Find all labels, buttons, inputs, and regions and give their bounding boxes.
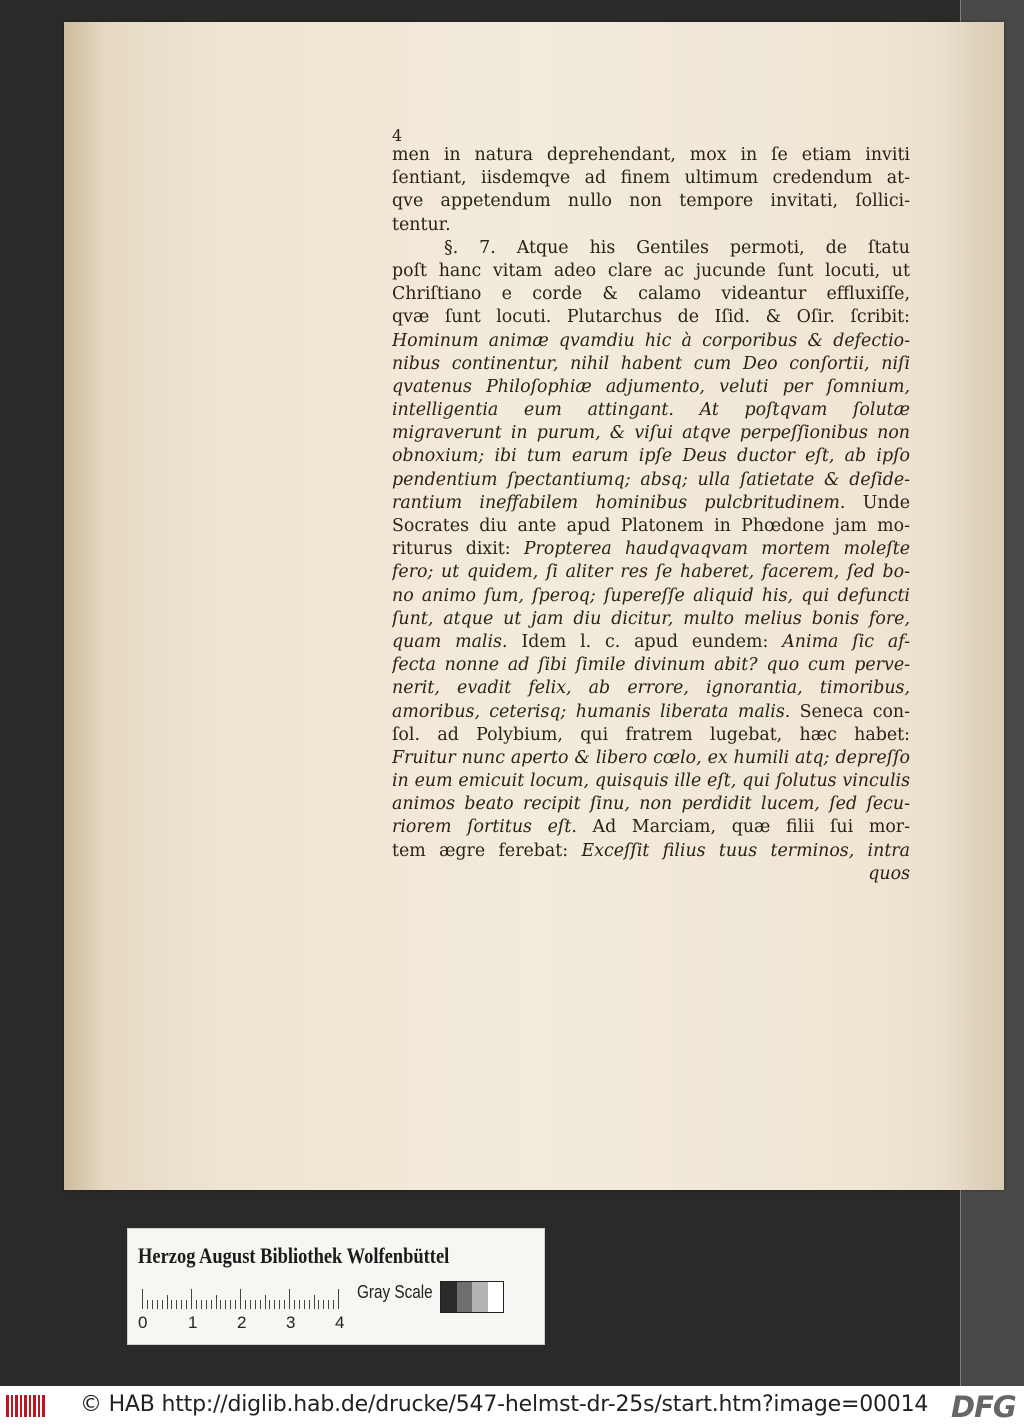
ruler-tick bbox=[250, 1300, 251, 1309]
ruler-tick bbox=[211, 1300, 212, 1309]
dfg-logo: DFG bbox=[951, 1390, 1016, 1424]
text-line bbox=[392, 631, 910, 654]
ruler-tick bbox=[206, 1300, 207, 1309]
roman-segment: Socrates diu ante apud Platonem in Phœdone jam mo- bbox=[392, 516, 910, 536]
ruler-number: 2 bbox=[237, 1313, 247, 1332]
ruler-tick bbox=[269, 1300, 270, 1309]
text-line bbox=[392, 330, 910, 353]
text-line bbox=[392, 585, 910, 608]
text-line bbox=[392, 283, 910, 306]
ruler-tick bbox=[201, 1300, 202, 1309]
roman-segment: Chriſtiano e corde & calamo videantur effluxiſſe, bbox=[392, 284, 910, 305]
italic-segment: Anima ſic af- bbox=[782, 631, 910, 652]
roman-segment: poſt hanc vitam adeo clare ac jucunde ſunt locuti, ut bbox=[392, 260, 910, 281]
italic-segment: Exceſſit filius tuus terminos, intra bbox=[581, 840, 910, 861]
text-line bbox=[392, 770, 910, 793]
text-line bbox=[392, 399, 910, 422]
text-line bbox=[392, 863, 910, 886]
ruler-tick bbox=[216, 1295, 217, 1309]
italic-segment: animos beato recipit ſinu, non perdidit lucem, ſed ſecu- bbox=[392, 794, 910, 815]
ruler-tick bbox=[328, 1300, 329, 1309]
italic-segment: no animo ſum, ſperoq; ſupereſſe aliquid his, qui defuncti bbox=[392, 585, 910, 606]
text-line bbox=[392, 306, 910, 329]
text-line bbox=[392, 654, 910, 677]
ruler-tick bbox=[265, 1295, 266, 1309]
italic-segment: ſunt, atque ut jam diu dicitur, multo melius bonis fore, bbox=[392, 608, 910, 629]
ruler-tick bbox=[176, 1300, 177, 1309]
roman-segment: ſol. ad Polybium, qui fratrem lugebat, hæc habet: bbox=[392, 724, 910, 745]
roman-segment: Idem l. c. apud eundem: bbox=[507, 631, 783, 652]
italic-segment: intelligentia eum attingant. At poſtqvam ſolutæ bbox=[392, 400, 910, 421]
barcode-icon bbox=[6, 1393, 46, 1419]
ruler-number: 3 bbox=[286, 1313, 296, 1332]
italic-segment: pendentium ſpectantiumq; absq; ulla ſatietate & deſide- bbox=[392, 469, 910, 490]
ruler-tick bbox=[162, 1300, 163, 1309]
italic-segment: nibus continentur, nihil habent cum Deo conſortii, niſi bbox=[392, 353, 910, 374]
roman-segment: tem ægre ferebat: bbox=[392, 840, 582, 861]
ruler-tick bbox=[299, 1300, 300, 1309]
roman-segment: riturus dixit: bbox=[392, 539, 524, 560]
text-lines bbox=[392, 144, 910, 886]
text-line bbox=[392, 144, 910, 167]
ruler bbox=[142, 1287, 342, 1309]
ruler-tick bbox=[338, 1289, 339, 1309]
ruler-tick bbox=[225, 1300, 226, 1309]
roman-segment: qvæ ſunt locuti. Plutarchus de Iſid. & Oſir. ſcribit: bbox=[392, 307, 910, 328]
ruler-tick bbox=[157, 1300, 158, 1309]
ruler-tick bbox=[245, 1300, 246, 1309]
ruler-tick bbox=[289, 1289, 290, 1309]
italic-segment: quos bbox=[868, 863, 910, 884]
roman-segment: tentur. bbox=[392, 214, 451, 235]
gray-swatch bbox=[441, 1282, 457, 1312]
ruler-tick bbox=[260, 1300, 261, 1309]
text-line bbox=[392, 701, 910, 724]
ruler-tick bbox=[255, 1300, 256, 1309]
italic-segment: Propterea haudqvaqvam mortem moleſte bbox=[523, 539, 910, 560]
ruler-number: 1 bbox=[188, 1313, 198, 1332]
ruler-tick bbox=[196, 1300, 197, 1309]
text-line bbox=[392, 190, 910, 213]
text-line bbox=[392, 214, 910, 237]
ruler-tick bbox=[240, 1289, 241, 1309]
text-line bbox=[392, 445, 910, 468]
text-line bbox=[392, 677, 910, 700]
text-line bbox=[392, 260, 910, 283]
ruler-tick bbox=[294, 1300, 295, 1309]
text-line bbox=[392, 492, 910, 515]
ruler-number: 0 bbox=[138, 1313, 148, 1332]
ruler-tick bbox=[152, 1300, 153, 1309]
italic-segment: qvatenus Philoſophiæ adjumento, veluti per ſomnium, bbox=[392, 376, 910, 397]
ruler-tick bbox=[220, 1300, 221, 1309]
italic-segment: amoribus, ceterisq; humanis liberata malis. bbox=[392, 701, 791, 722]
italic-segment: fero; ut quidem, ſi aliter res ſe haberet, facerem, ſed bo- bbox=[392, 562, 910, 583]
italic-segment: nerit, evadit felix, ab errore, ignorantia, timoribus, bbox=[392, 678, 910, 699]
page-number: 4 bbox=[392, 126, 403, 145]
text-line bbox=[392, 167, 910, 190]
ruler-tick bbox=[230, 1300, 231, 1309]
ruler-tick bbox=[284, 1300, 285, 1309]
ruler-tick bbox=[147, 1300, 148, 1309]
italic-segment: migraverunt in purum, & viſui atqve perpeſſionibus non bbox=[392, 423, 910, 444]
footer-copyright-link[interactable]: © HAB http://diglib.hab.de/drucke/547-helmst-dr-25s/start.htm?image=00014 bbox=[80, 1392, 929, 1417]
roman-segment: ſentiant, iisdemqve ad finem ultimum credendum at- bbox=[392, 168, 910, 189]
ruler-tick bbox=[318, 1300, 319, 1309]
ruler-tick bbox=[333, 1300, 334, 1309]
ruler-tick bbox=[186, 1300, 187, 1309]
text-line bbox=[392, 724, 910, 747]
roman-segment: Unde bbox=[845, 492, 910, 513]
card-title: Herzog August Bibliothek Wolfenbüttel bbox=[138, 1243, 450, 1268]
roman-segment: §. 7. Atque his Gentiles permoti, de ſtatu bbox=[444, 237, 910, 258]
color-reference-card bbox=[127, 1228, 545, 1345]
text-line bbox=[392, 538, 910, 561]
ruler-tick bbox=[304, 1300, 305, 1309]
italic-segment: in eum emicuit locum, quisquis ille eſt, qui ſolutus vinculis bbox=[392, 771, 910, 792]
ruler-tick bbox=[167, 1295, 168, 1309]
ruler-tick bbox=[191, 1289, 192, 1309]
text-line bbox=[392, 515, 910, 538]
roman-segment: qve appetendum nullo non tempore invitati, ſollici- bbox=[392, 191, 910, 212]
gray-scale-swatches bbox=[440, 1281, 504, 1313]
gray-swatch bbox=[488, 1282, 504, 1312]
ruler-tick bbox=[142, 1289, 143, 1309]
italic-segment: obnoxium; ibi tum earum ipſe Deus ductor eſt, ab ipſo bbox=[392, 446, 910, 467]
text-line bbox=[392, 840, 910, 863]
italic-segment: quam malis. bbox=[392, 631, 508, 652]
gray-swatch bbox=[472, 1282, 488, 1312]
gray-swatch bbox=[457, 1282, 473, 1312]
text-line bbox=[392, 469, 910, 492]
roman-segment: Seneca con- bbox=[790, 701, 910, 722]
italic-segment: rantium ineffabilem hominibus pulcbritudinem. bbox=[392, 492, 846, 513]
gray-scale-label: Gray Scale bbox=[357, 1282, 433, 1302]
ruler-tick bbox=[181, 1300, 182, 1309]
text-line bbox=[392, 561, 910, 584]
text-line bbox=[392, 422, 910, 445]
footer-bar bbox=[0, 1386, 1024, 1426]
ruler-tick bbox=[171, 1300, 172, 1309]
ruler-tick bbox=[279, 1300, 280, 1309]
text-line bbox=[392, 376, 910, 399]
ruler-tick bbox=[323, 1300, 324, 1309]
ruler-number: 4 bbox=[335, 1313, 345, 1332]
ruler-tick bbox=[309, 1300, 310, 1309]
ruler-tick bbox=[274, 1300, 275, 1309]
italic-segment: fecta nonne ad ſibi ſimile divinum abit? quo cum perve- bbox=[392, 655, 910, 676]
italic-segment: Fruitur nunc aperto & libero cœlo, ex humili atq; depreſſo bbox=[392, 747, 910, 768]
ruler-tick bbox=[314, 1295, 315, 1309]
text-line bbox=[392, 747, 910, 770]
text-line bbox=[392, 353, 910, 376]
text-line bbox=[392, 608, 910, 631]
ruler-tick bbox=[235, 1300, 236, 1309]
roman-segment: Ad Marciam, quæ filii ſui mor- bbox=[576, 817, 910, 838]
text-line bbox=[392, 816, 910, 839]
text-line bbox=[392, 237, 910, 260]
roman-segment: men in natura deprehendant, mox in ſe etiam inviti bbox=[392, 145, 910, 165]
italic-segment: riorem ſortitus eſt. bbox=[392, 817, 577, 838]
text-line bbox=[392, 793, 910, 816]
italic-segment: Hominum animæ qvamdiu hic à corporibus & defectio- bbox=[392, 330, 910, 351]
